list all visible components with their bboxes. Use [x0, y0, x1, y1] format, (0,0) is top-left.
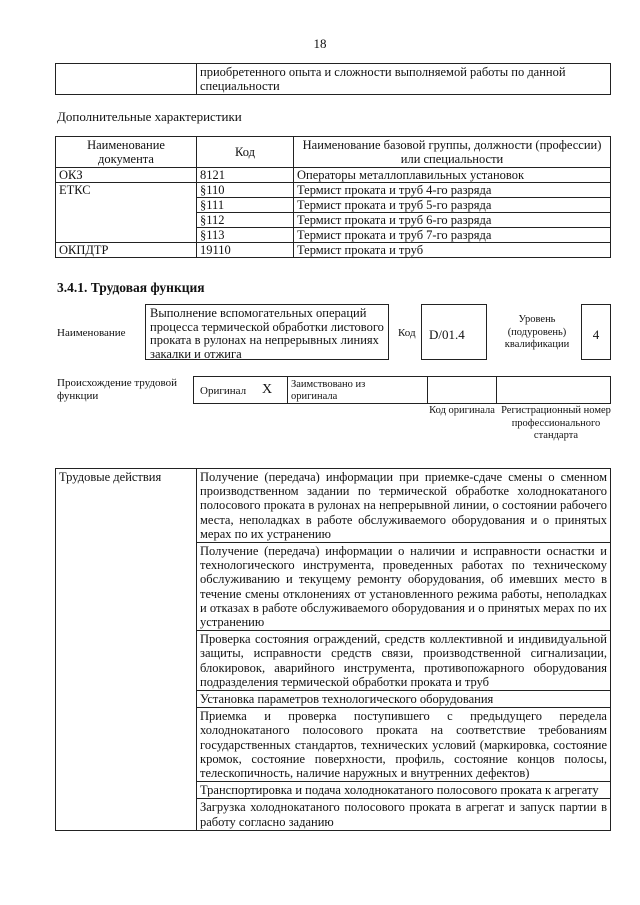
origin-table [193, 376, 611, 404]
row-name: Термист проката и труб [294, 243, 611, 258]
labor-function-title: 3.4.1. Трудовая функция [57, 280, 205, 295]
row-doc: ОКЗ [56, 168, 197, 183]
row-name: Термист проката и труб 5-го разряда [294, 198, 611, 213]
labor-action-item: Установка параметров технологического оборудования [197, 691, 611, 708]
function-name-value: Выполнение вспомогательных операций процесса термической обработки листового проката в рулонах на непрерывных линиях закалки и отжига [145, 304, 389, 360]
qualification-level-label: Уровень (подуровень) квалификации [504, 314, 570, 350]
row-code: §112 [197, 213, 294, 228]
labor-actions-table [55, 468, 611, 831]
function-name-label: Наименование [57, 327, 126, 339]
table-header-row [56, 137, 611, 168]
qualification-level-value: 4 [581, 304, 611, 360]
page-number: 18 [313, 36, 327, 51]
borrowed-label: Заимствовано из оригинала [291, 379, 366, 402]
labor-action-item: Получение (передача) информации при приемке-сдаче смены о сменном производственном задании по термической обработке холоднокатаного полосового проката в рулонах на непрерывной линии, о состоянии рабочего места, неполадках в работе обслуживаемого оборудования и о принятых мерах по их устранению [197, 469, 611, 543]
divider [496, 376, 497, 404]
labor-actions-label: Трудовые действия [56, 469, 197, 831]
additional-characteristics-title: Дополнительные характеристики [57, 109, 242, 124]
function-code-label: Код [398, 327, 416, 339]
continuation-table [55, 63, 611, 95]
row-code: 19110 [197, 243, 294, 258]
row-doc: ОКПДТР [56, 243, 197, 258]
table-row [56, 168, 611, 183]
table-row [56, 243, 611, 258]
labor-action-item: Приемка и проверка поступившего с предыдущего передела холоднокатаного полосового проката на соответствие требованиям государственных стандартов, технических условий (маркировка, состояние кромок, состояние поверхности, профиль, состояние концов полосы, телескопичность, наличие наружных и внутренних дефектов) [197, 708, 611, 782]
code-original-caption: Код оригинала [429, 405, 495, 416]
row-name: Термист проката и труб 6-го разряда [294, 213, 611, 228]
function-code-value: D/01.4 [421, 304, 487, 360]
divider [287, 376, 288, 404]
row-code: §113 [197, 228, 294, 243]
row-code: 8121 [197, 168, 294, 183]
header-name: Наименование базовой группы, должности (профессии) или специальности [294, 137, 611, 168]
continuation-label-cell [56, 64, 197, 95]
table-row [56, 183, 611, 198]
labor-action-item: Транспортировка и подача холоднокатаного полосового проката к агрегату [197, 782, 611, 799]
row-doc: ЕТКС [56, 183, 197, 243]
row-name: Операторы металлоплавильных установок [294, 168, 611, 183]
additional-characteristics-table [55, 136, 611, 258]
labor-action-item: Проверка состояния ограждений, средств коллективной и индивидуальной защиты, исправности средств связи, производственной сигнализации, блокировок, аварийного инструмента, противопожарного оборудования подразделения термической обработки проката и труб [197, 631, 611, 691]
labor-action-item: Загрузка холоднокатаного полосового проката в агрегат и запуск партии в работу согласно заданию [197, 799, 611, 830]
divider [427, 376, 428, 404]
reg-number-caption: Регистрационный номер профессионального стандарта [501, 405, 611, 441]
continuation-text: приобретенного опыта и сложности выполняемой работы по данной специальности [197, 64, 611, 95]
row-code: §111 [197, 198, 294, 213]
original-mark: X [262, 382, 273, 397]
row-name: Термист проката и труб 4-го разряда [294, 183, 611, 198]
header-code: Код [197, 137, 294, 168]
original-label: Оригинал [200, 385, 247, 397]
row-code: §110 [197, 183, 294, 198]
header-doc: Наименование документа [56, 137, 197, 168]
labor-action-item: Получение (передача) информации о наличии и исправности оснастки и технологического инструмента, проведенных работах по техническому обслуживанию и текущему ремонту оборудования, об имевших место в течение смены отклонениях от установленного режима работы, неполадках и отказах в работе обслуживаемого оборудования и о принятых мерах по их устранению [197, 543, 611, 631]
row-name: Термист проката и труб 7-го разряда [294, 228, 611, 243]
table-row [56, 469, 611, 543]
origin-label: Происхождение трудовой функции [57, 377, 178, 402]
